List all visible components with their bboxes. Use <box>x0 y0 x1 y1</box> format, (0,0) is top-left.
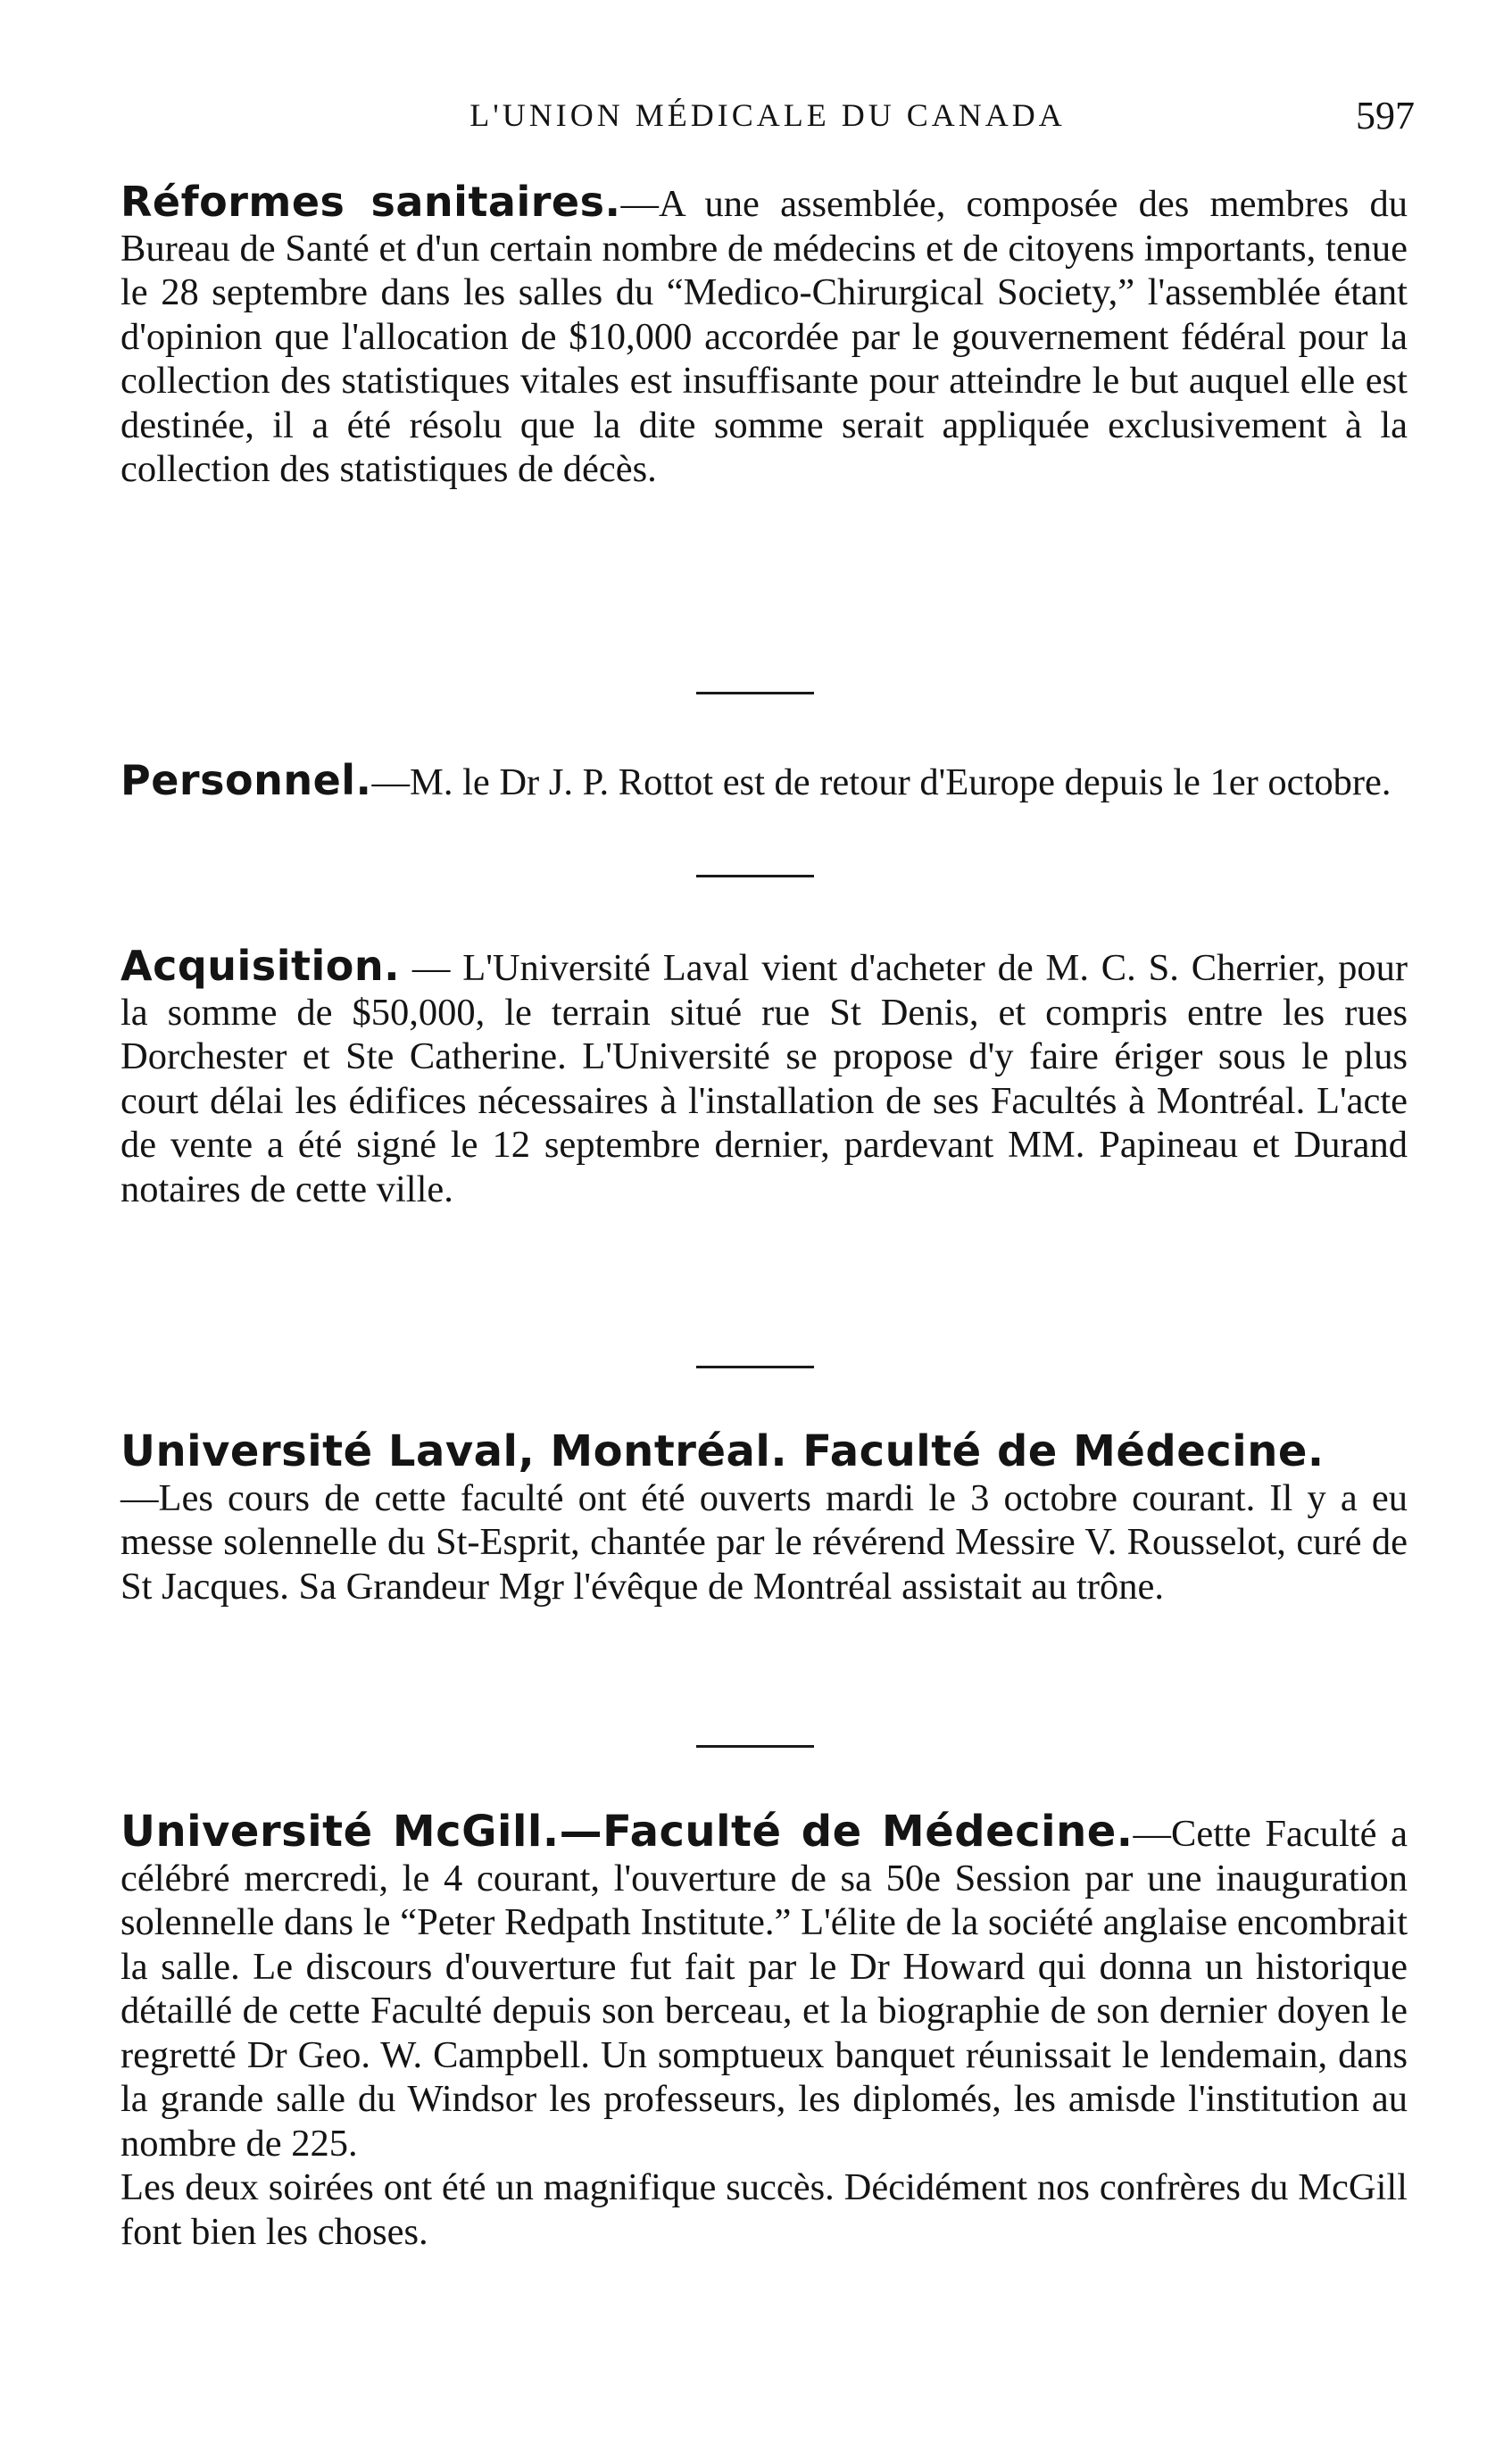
heading-dash: — <box>620 183 659 225</box>
article-heading: Réformes sanitaires. <box>120 178 621 226</box>
section-divider <box>696 1745 814 1748</box>
heading-dash: — <box>120 1476 159 1519</box>
article-body: A une assemblée, composée des membres du Bureau de Santé et d'un certain nombre de médecins et de citoyens importants, tenue le 28 septembre dans les salles du “Medico-Chirurgical Society,” l'assemblée étant d'opinion que l'allocation de $10,000 accordée par le gouvernement fédéral pour la collection des statistiques vitales est insuffisante pour atteindre le but auquel elle est destinée, il a été résolu que la dite somme serait appliquée exclusivement à la collection des statistiques de décès. <box>120 183 1408 490</box>
article-paragraph <box>120 2165 1408 2254</box>
article-heading-line <box>120 1426 1408 1476</box>
article-acquisition <box>120 944 1408 1211</box>
heading-dash: — <box>1133 1813 1172 1855</box>
article-paragraph <box>120 1807 1408 2165</box>
heading-dash: — <box>371 761 411 803</box>
article-personnel <box>120 756 1408 805</box>
article-paragraph <box>120 1476 1408 1609</box>
article-heading: Université Laval, Montréal. Faculté de Médecine. <box>120 1426 1325 1476</box>
running-title: L'UNION MÉDICALE DU CANADA <box>469 97 1066 133</box>
article-paragraph <box>120 944 1408 1211</box>
article-universite-mcgill <box>120 1807 1408 2254</box>
page-number: 597 <box>1356 94 1415 137</box>
article-heading: Acquisition. <box>120 942 401 990</box>
article-heading: Université McGill.—Faculté de Médecine. <box>120 1807 1134 1857</box>
running-header <box>120 96 1415 150</box>
article-heading: Personnel. <box>120 756 372 804</box>
article-body: M. le Dr J. P. Rottot est de retour d'Europe depuis le 1er octobre. <box>410 761 1392 803</box>
heading-dash: — <box>400 947 463 989</box>
section-divider <box>696 875 814 877</box>
section-divider <box>696 692 814 694</box>
article-paragraph <box>120 180 1408 492</box>
article-body: Les cours de cette faculté ont été ouverts mardi le 3 octobre courant. Il y a eu messe solennelle du St-Esprit, chantée par le révérend Messire V. Rousselot, curé de St Jacques. Sa Grandeur Mgr l'évêque de Montréal assistait au trône. <box>120 1476 1408 1608</box>
article-body: L'Université Laval vient d'acheter de M. C. S. Cherrier, pour la somme de $50,000, le terrain situé rue St Denis, et compris entre les rues Dorchester et Ste Catherine. L'Université se propose d'y faire ériger sous le plus court délai les édifices nécessaires à l'installation de ses Facultés à Montréal. L'acte de vente a été signé le 12 septembre dernier, pardevant MM. Papineau et Durand notaires de cette ville. <box>120 947 1408 1210</box>
article-reformes-sanitaires <box>120 180 1408 492</box>
section-divider <box>696 1366 814 1368</box>
article-body-continued: Les deux soirées ont été un magnifique succès. Décidément nos confrères du McGill font bien les choses. <box>120 2166 1408 2253</box>
article-paragraph <box>120 756 1408 805</box>
article-body: Cette Faculté a célébré mercredi, le 4 courant, l'ouverture de sa 50e Session par une inauguration solennelle dans le “Peter Redpath Institute.” L'élite de la société anglaise encombrait la salle. Le discours d'ouverture fut fait par le Dr Howard qui donna un historique détaillé de cette Faculté depuis son berceau, et la biographie de son dernier doyen le regretté Dr Geo. W. Campbell. Un somptueux banquet réunissait le lendemain, dans la grande salle du Windsor les professeurs, les diplomés, les amisde l'institution au nombre de 225. <box>120 1813 1408 2165</box>
article-universite-laval <box>120 1426 1408 1608</box>
